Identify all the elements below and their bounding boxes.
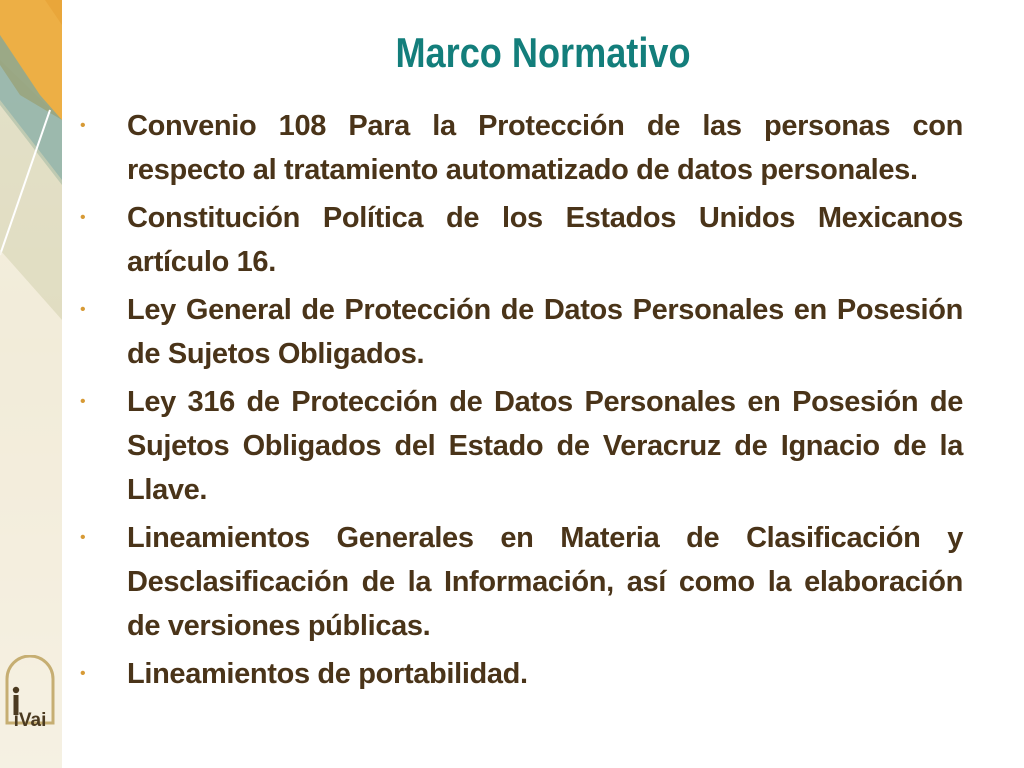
ivai-logo — [4, 655, 56, 750]
logo-brand-text: iVai — [13, 710, 47, 731]
sidebar-decoration — [0, 0, 62, 768]
bullet-icon: • — [80, 301, 86, 318]
list-item-text: Lineamientos Generales en Materia de Clasificación y Desclasificación de la Información, así como la elaboración de versiones públicas. — [127, 522, 963, 642]
list-item — [70, 288, 963, 376]
bullet-icon: • — [80, 117, 86, 134]
bullet-icon: • — [80, 393, 86, 410]
decorative-sidebar — [0, 0, 62, 768]
list-item-text: Convenio 108 Para la Protección de las personas con respecto al tratamiento automatizado de datos personales. — [127, 110, 963, 186]
list-item — [70, 196, 963, 284]
list-item — [70, 380, 963, 512]
page-title: Marco Normativo — [395, 29, 691, 76]
list-item-text: Ley 316 de Protección de Datos Personales en Posesión de Sujetos Obligados del Estado de Veracruz de Ignacio de la Llave. — [127, 386, 963, 506]
list-item — [70, 652, 963, 696]
bullet-list — [70, 104, 963, 700]
list-item — [70, 104, 963, 192]
bullet-icon: • — [80, 529, 86, 546]
list-item — [70, 516, 963, 648]
list-item-text: Lineamientos de portabilidad. — [127, 658, 528, 690]
bullet-icon: • — [80, 665, 86, 682]
bullet-icon: • — [80, 209, 86, 226]
list-item-text: Constitución Política de los Estados Unidos Mexicanos artículo 16. — [127, 202, 963, 278]
list-item-text: Ley General de Protección de Datos Personales en Posesión de Sujetos Obligados. — [127, 294, 963, 370]
